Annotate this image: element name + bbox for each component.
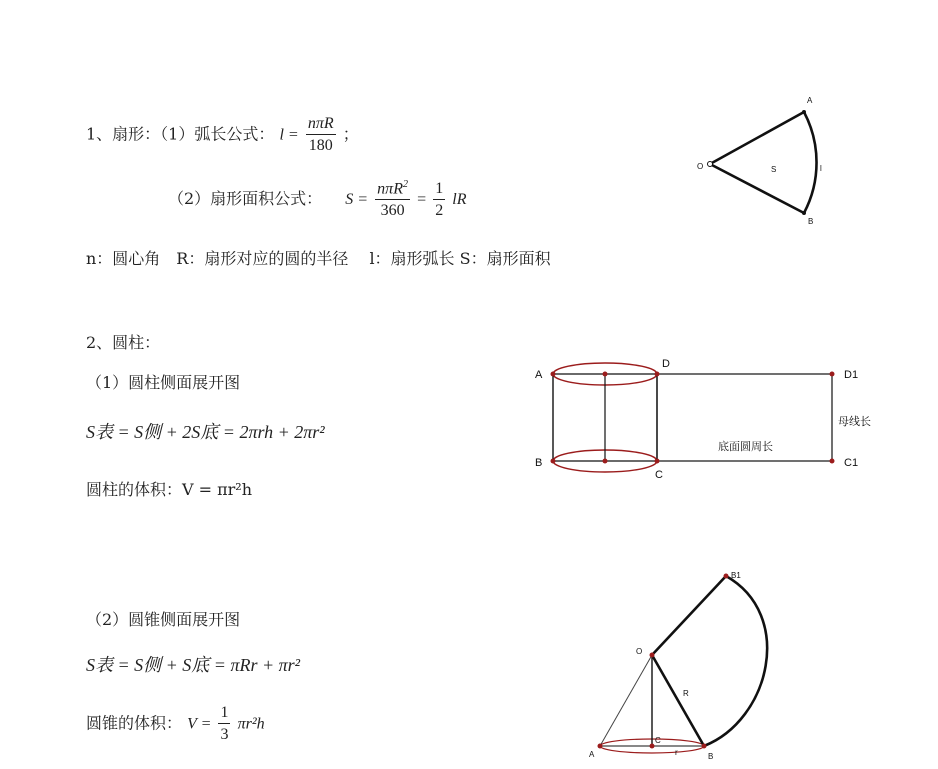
area-lhs: S =	[345, 191, 369, 209]
cone-subtitle: （2）圆锥侧面展开图	[86, 610, 241, 629]
cyl-label-d: D	[662, 358, 670, 370]
cone-label-r-small: r	[675, 748, 678, 757]
cone-volume-lhs: V =	[187, 715, 212, 733]
cyl-label-a: A	[535, 369, 543, 381]
area-denominator: 360	[380, 202, 405, 220]
cyl-label-c: C	[655, 469, 663, 481]
half-numerator: 1	[433, 181, 445, 200]
sector-shape	[710, 112, 817, 213]
sector-arc-prefix: 1、扇形：（1）弧长公式：	[86, 124, 275, 144]
cone-left-slant	[600, 655, 652, 746]
cyl-base-label: 底面圆周长	[718, 441, 773, 453]
cyl-point-top-center	[603, 372, 608, 377]
sector-figure	[697, 96, 822, 226]
cyl-point-c1	[830, 459, 835, 464]
cone-volume-tail: πr²h	[237, 715, 265, 733]
sector-label-b: B	[808, 217, 814, 226]
sector-point-b	[802, 211, 806, 215]
cone-label-b: B	[708, 752, 714, 761]
sector-center-point	[708, 162, 713, 167]
cone-unrolled-arc	[704, 576, 767, 746]
cone-figure	[589, 571, 767, 761]
cylinder-title: 2、圆柱：	[86, 333, 161, 352]
cone-slant-r	[652, 655, 704, 746]
cyl-height-label: 母线长	[838, 416, 871, 428]
cylinder-subtitle: （1）圆柱侧面展开图	[86, 373, 241, 392]
cylinder-volume-formula: 圆柱的体积：V = πr²h	[86, 480, 253, 499]
cylinder-surface-formula: S表 = S侧 + 2S底 = 2πrh + 2πr²	[86, 422, 325, 442]
cone-label-a: A	[589, 750, 595, 759]
cyl-point-bottom-center	[603, 459, 608, 464]
arc-lhs: l =	[279, 126, 299, 144]
area-numerator-exp: 2	[402, 179, 408, 190]
sector-label-a: A	[807, 96, 813, 105]
sector-area-prefix: （2）扇形面积公式：	[168, 189, 323, 209]
cyl-label-b: B	[535, 457, 543, 469]
arc-numerator: nπR	[306, 116, 336, 135]
cyl-label-c1: C1	[844, 457, 859, 469]
cone-point-o	[650, 653, 655, 658]
sector-label-o: O	[697, 162, 704, 171]
sector-legend: n：圆心角 R：扇形对应的圆的半径 l：扇形弧长 S：扇形面积	[86, 249, 551, 268]
cone-volume-prefix: 圆锥的体积：	[86, 713, 183, 733]
cone-label-b1: B1	[731, 571, 741, 580]
cone-label-r: R	[683, 689, 689, 698]
cyl-label-d1: D1	[844, 369, 859, 381]
cone-point-c	[650, 744, 655, 749]
sector-label-l: l	[820, 164, 822, 173]
sector-point-a	[802, 110, 806, 114]
cyl-point-c	[655, 459, 660, 464]
cone-volume-numerator: 1	[218, 705, 230, 724]
cone-volume-denominator: 3	[220, 726, 229, 743]
area-tail: lR	[452, 191, 467, 209]
cone-label-o: O	[636, 647, 643, 656]
cone-point-a	[598, 744, 603, 749]
cyl-point-b	[551, 459, 556, 464]
cyl-point-d1	[830, 372, 835, 377]
area-numerator-text: nπR	[377, 180, 403, 198]
sector-label-s: S	[771, 165, 777, 174]
cyl-point-a	[551, 372, 556, 377]
cone-label-c: C	[655, 736, 661, 745]
cyl-point-d	[655, 372, 660, 377]
cone-unrolled-edge	[652, 576, 726, 655]
cone-point-b1	[724, 574, 729, 579]
arc-tail: ；	[342, 124, 359, 144]
cone-point-b	[702, 744, 707, 749]
cone-surface-formula: S表 = S侧 + S底 = πRr + πr²	[86, 655, 301, 675]
half-denominator: 2	[435, 201, 444, 219]
cylinder-figure	[535, 358, 871, 481]
arc-denominator: 180	[308, 137, 333, 154]
area-equals: =	[417, 191, 427, 209]
